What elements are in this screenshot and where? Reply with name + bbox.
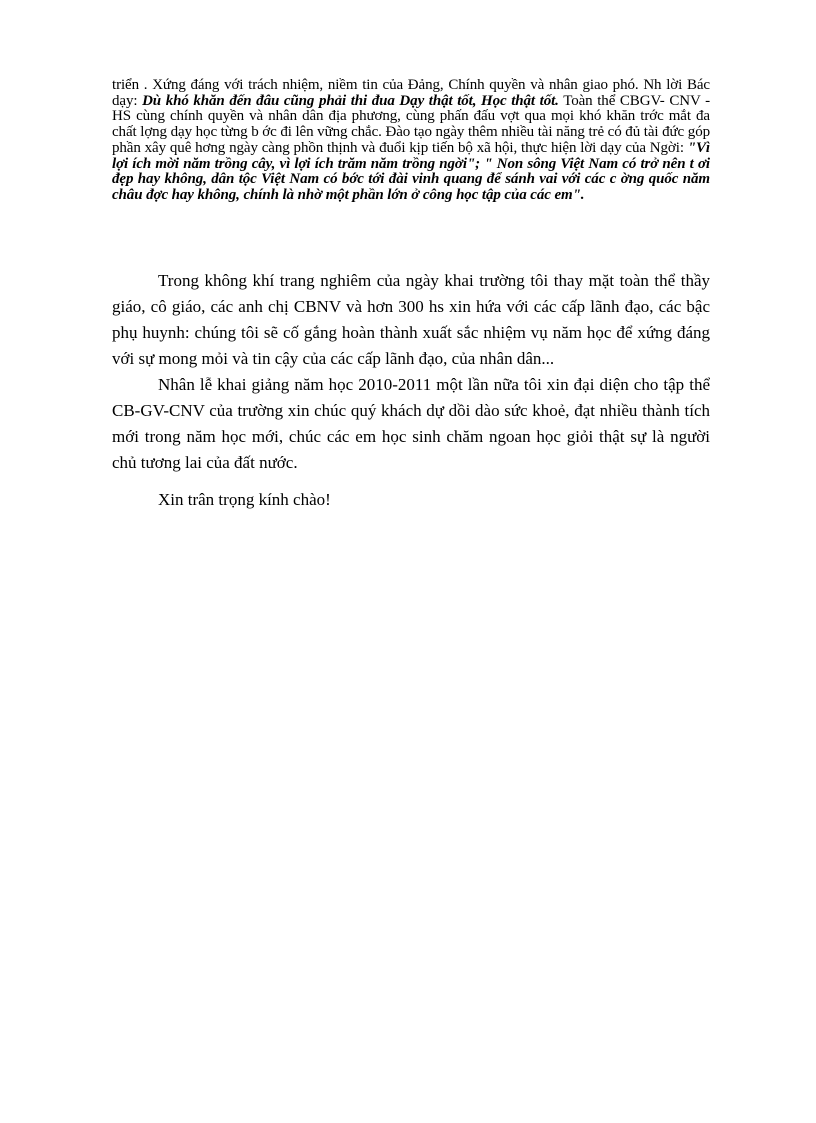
quote-uncle-ho-1: Dù khó khăn đến đâu cũng phải thi đua Dạy thật tốt, Học thật tốt.: [142, 92, 559, 109]
opening-paragraph: [112, 78, 710, 204]
opening-paragraph-text: [112, 78, 710, 204]
pledge-paragraph: Trong không khí trang nghiêm của ngày khai trường tôi thay mặt toàn thể thầy giáo, cô giáo, các anh chị CBNV và hơn 300 hs xin hứa với các cấp lãnh đạo, các bậc phụ huynh: chúng tôi sẽ cố gắng hoàn thành xuất sắc nhiệm vụ năm học để xứng đáng với sự mong mỏi và tin cậy của các cấp lãnh đạo, của nhân dân...: [112, 271, 710, 368]
quote-uncle-ho-2: "Vì lợi ích mời năm trồng cây, vì lợi ích trăm năm trồng ngời"; " Non sông Việt Nam có trở nên t ơi đẹp hay không, dân tộc Việt Nam có bớc tới đài vinh quang để sánh vai với các c ờng quốc năm châu đợc hay không, chính là nhờ một phần lớn ở công học tập của các em".: [112, 139, 710, 203]
opening-text-1: triển . Xứng đáng với trách nhiệm, niềm tin của Đảng, Chính quyền và nhân giao phó. Nh lời Bác dạy:: [112, 77, 710, 109]
wishes-paragraph: Nhân lễ khai giảng năm học 2010-2011 một lần nữa tôi xin đại diện cho tập thể CB-GV-CNV của trường xin chúc quý khách dự dồi dào sức khoẻ, đạt nhiều thành tích mới trong năm học mới, chúc các em học sinh chăm ngoan học giỏi thật sự là người chủ tương lai của đất nước.: [112, 375, 710, 472]
opening-text-2: Toàn thể CBGV- CNV - HS cùng chính quyền và nhân dân địa phương, cùng phấn đấu vợt qua mọi khó khăn trớc mắt đa chất lợng dạy học từng b ớc đi lên vững chắc. Đào tạo ngày thêm nhiều tài năng trẻ có đủ tài đức góp phần xây quê hơng ngày càng phồn thịnh và đuổi kịp tiến bộ xã hội, thực hiện lời dạy của Ngời:: [112, 92, 710, 156]
closing-line: Xin trân trọng kính chào!: [158, 490, 331, 509]
